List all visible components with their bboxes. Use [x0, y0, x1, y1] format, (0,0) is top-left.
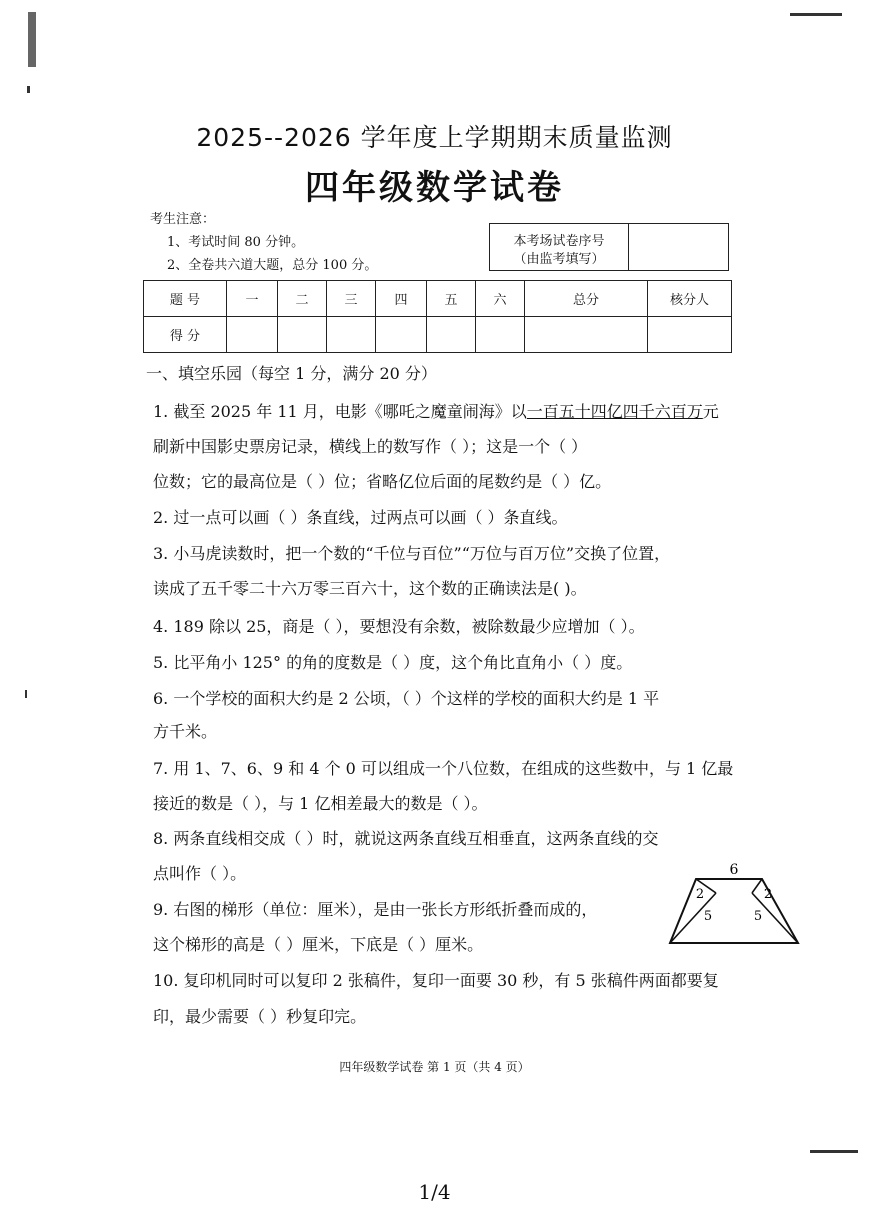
scan-edge-mark [25, 690, 27, 698]
question-text: 元 [702, 402, 719, 421]
score-table-cell: 六 [476, 281, 525, 317]
score-table-cell: 一 [227, 281, 278, 317]
serial-box-divider [628, 224, 629, 270]
score-table-header-row [144, 281, 732, 317]
score-cell[interactable] [376, 317, 427, 353]
figure-label-right-long: 5 [753, 909, 763, 924]
figure-label-left-small: 2 [695, 887, 705, 902]
scan-edge-mark [27, 86, 30, 93]
question-line: 2. 过一点可以画（ ）条直线，过两点可以画（ ）条直线。 [153, 508, 568, 527]
score-table-cell: 总分 [525, 281, 648, 317]
serial-box-label: 本考场试卷序号 [513, 234, 605, 249]
score-table-cell: 四 [376, 281, 427, 317]
score-table-cell: 二 [278, 281, 327, 317]
question-line: 接近的数是（ ），与 1 亿相差最大的数是（ ）。 [153, 794, 488, 813]
score-cell[interactable] [476, 317, 525, 353]
question-line: 4. 189 除以 25，商是（ ），要想没有余数，被除数最少应增加（ ）。 [153, 617, 645, 636]
question-line: 读成了五千零二十六万零三百六十，这个数的正确读法是( )。 [153, 579, 587, 598]
score-table-cell: 核分人 [648, 281, 732, 317]
score-table [143, 280, 732, 353]
serial-number-box [489, 223, 729, 271]
question-line: 8. 两条直线相交成（ ）时，就说这两条直线互相垂直，这两条直线的交 [153, 829, 659, 848]
scan-edge-mark [790, 13, 842, 16]
question-line: 9. 右图的梯形（单位：厘米），是由一张长方形纸折叠而成的， [153, 900, 598, 919]
notice-item: 1、考试时间 80 分钟。 [167, 235, 305, 250]
score-cell[interactable] [427, 317, 476, 353]
score-cell[interactable] [525, 317, 648, 353]
score-table-cell: 三 [327, 281, 376, 317]
question-line: 点叫作（ ）。 [153, 864, 247, 883]
serial-number-field[interactable] [630, 224, 728, 270]
score-cell[interactable] [327, 317, 376, 353]
figure-label-left-long: 5 [703, 909, 713, 924]
question-line: 10. 复印机同时可以复印 2 张稿件，复印一面要 30 秒，有 5 张稿件两面都要复 [153, 971, 719, 990]
question-line: 7. 用 1、7、6、9 和 4 个 0 可以组成一个八位数，在组成的这些数中，与 1 亿最 [153, 759, 734, 778]
question-line: 3. 小马虎读数时，把一个数的“千位与百位”“万位与百万位”交换了位置， [153, 544, 671, 563]
score-cell[interactable] [278, 317, 327, 353]
trapezoid-outline [670, 879, 798, 943]
exam-title-line1: 2025--2026 学年度上学期期末质量监测 [196, 123, 673, 152]
figure-label-right-small: 2 [763, 887, 773, 902]
notice-heading: 考生注意： [150, 212, 216, 227]
question-line: 这个梯形的高是（ ）厘米，下底是（ ）厘米。 [153, 935, 484, 954]
page-footer: 四年级数学试卷 第 1 页（共 4 页） [339, 1060, 530, 1074]
scan-edge-mark [810, 1150, 858, 1153]
page-indicator: 1/4 [418, 1180, 451, 1204]
question-line: 方千米。 [153, 722, 218, 741]
score-cell[interactable] [227, 317, 278, 353]
score-table-cell: 题 号 [144, 281, 227, 317]
question-line: 5. 比平角小 125° 的角的度数是（ ）度，这个角比直角小（ ）度。 [153, 653, 633, 672]
score-table-cell: 五 [427, 281, 476, 317]
question-line: 印，最少需要（ ）秒复印完。 [153, 1007, 367, 1026]
exam-title-line2: 四年级数学试卷 [305, 168, 564, 208]
fold-line-right-top [752, 879, 762, 893]
serial-box-sublabel: （由监考填写） [513, 252, 605, 267]
figure-label-top: 6 [729, 862, 739, 878]
section-heading: 一、填空乐园（每空 1 分，满分 20 分） [146, 364, 437, 383]
question-line: 位数；它的最高位是（ ）位；省略亿位后面的尾数约是（ ）亿。 [153, 472, 612, 491]
underlined-number: 一百五十四亿四千六百万 [526, 402, 703, 421]
notice-item: 2、全卷共六道大题，总分 100 分。 [167, 258, 378, 273]
question-line: 6. 一个学校的面积大约是 2 公顷，（ ）个这样的学校的面积大约是 1 平 [153, 689, 660, 708]
scan-edge-mark [28, 12, 36, 67]
question-line [153, 399, 719, 422]
question-line: 刷新中国影史票房记录，横线上的数写作（ ）；这是一个（ ） [153, 437, 588, 456]
trapezoid-figure [664, 862, 804, 947]
score-table-score-row [144, 317, 732, 353]
question-text: 1. 截至 2025 年 11 月，电影《哪吒之魔童闹海》以 [153, 402, 527, 421]
score-cell[interactable] [648, 317, 732, 353]
score-row-label: 得 分 [144, 317, 227, 353]
